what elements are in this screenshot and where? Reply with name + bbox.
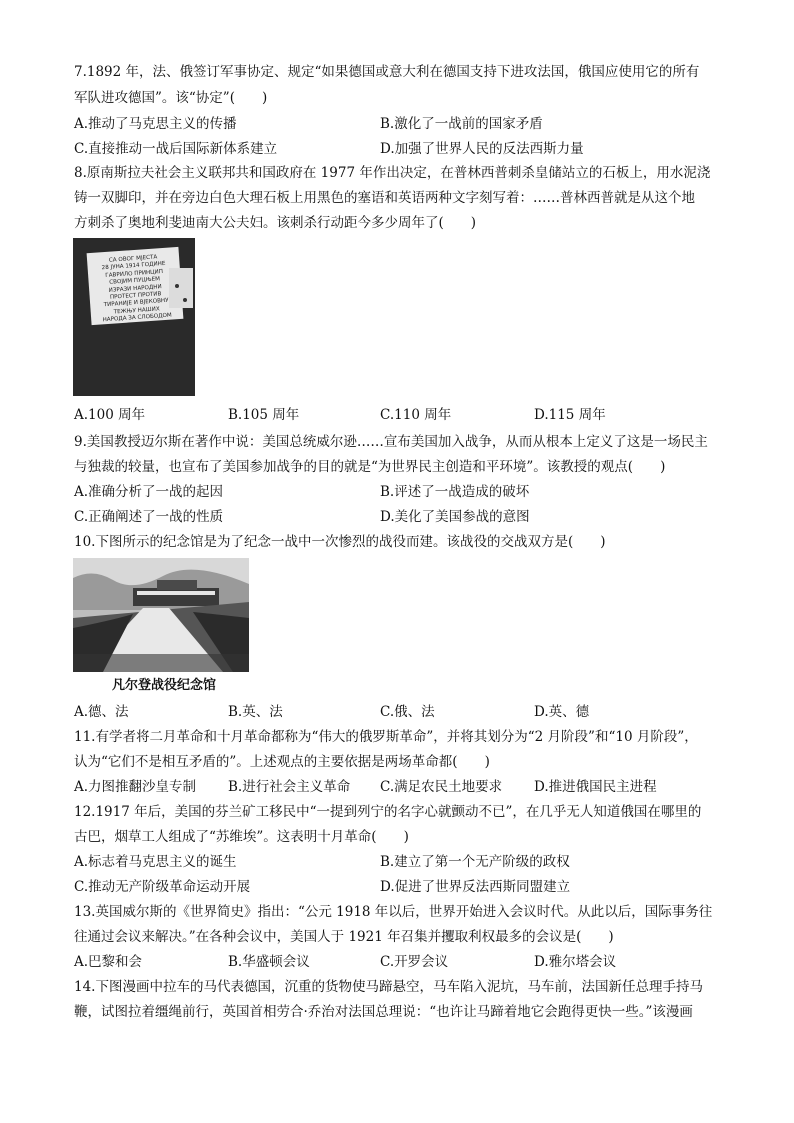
q12-option-d[interactable]: D.促进了世界反法西斯同盟建立: [380, 879, 571, 895]
q8-option-d[interactable]: D.115 周年: [534, 407, 606, 423]
photo-caption: 凡尔登战役纪念馆: [112, 678, 217, 693]
verdun-memorial-photo: [73, 558, 249, 672]
q8-option-b[interactable]: B.105 周年: [228, 407, 300, 423]
q13-option-c[interactable]: C.开罗会议: [380, 954, 449, 970]
q8-option-c[interactable]: C.110 周年: [380, 407, 452, 423]
q13-option-b[interactable]: B.华盛顿会议: [228, 954, 310, 970]
q9-option-a[interactable]: A.准确分析了一战的起因: [74, 484, 224, 500]
q10-option-b[interactable]: B.英、法: [228, 704, 283, 720]
q12-option-b[interactable]: B.建立了第一个无产阶级的政权: [380, 854, 570, 870]
plaque-bolt: [175, 284, 179, 288]
q7-stem-line-2: 军队进攻德国”。该“协定”( ): [74, 90, 268, 106]
q14-stem-line-1: 14.下图漫画中拉车的马代表德国，沉重的货物使马蹄悬空，马车陷入泥坑，马车前，法国新任总理手持马: [74, 979, 703, 995]
q7-option-a[interactable]: A.推动了马克思主义的传播: [74, 116, 237, 132]
q12-option-a[interactable]: A.标志着马克思主义的诞生: [74, 854, 237, 870]
plaque-text-line: СВОЈИМ ПУЦЊЕМ: [109, 276, 161, 286]
q12-stem-line-1: 12.1917 年后，美国的芬兰矿工移民中“一提到列宁的名字心就颤动不已”，在几乎无人知道俄国在哪里的: [74, 804, 702, 820]
plaque-text-line: СА ОВОГ МЈЕСТА: [108, 254, 158, 264]
plaque-text-line: ТИРАНИЈЕ И ВЈЕКОВНУ: [103, 298, 169, 309]
q14-stem-line-2: 鞭，试图拉着缰绳前行，英国首相劳合·乔治对法国总理说：“也许让马蹄着地它会跑得更快一些。”该漫画: [74, 1004, 693, 1020]
q8-stem-line-2: 铸一双脚印，并在旁边白色大理石板上用黑色的塞语和英语两种文字刻写着：……普林西普就是从这个地: [74, 190, 695, 206]
q9-option-b[interactable]: B.评述了一战造成的破坏: [380, 484, 530, 500]
q11-stem-line-2: 认为“它们不是相互矛盾的”。上述观点的主要依据是两场革命都( ): [74, 754, 490, 770]
q7-stem-line-1: 7.1892 年，法、俄签订军事协定、规定“如果德国或意大利在德国支持下进攻法国，俄国应使用它的所有: [74, 64, 700, 80]
q11-option-d[interactable]: D.推进俄国民主进程: [534, 779, 657, 795]
q9-stem-line-1: 9.美国教授迈尔斯在著作中说：美国总统威尔逊……宣布美国加入战争，从而从根本上定义了这是一场民主: [74, 434, 708, 450]
memorial-plaque-photo: [73, 238, 195, 396]
q12-stem-line-2: 古巴，烟草工人组成了“苏维埃”。这表明十月革命( ): [74, 829, 409, 845]
q12-option-c[interactable]: C.推动无产阶级革命运动开展: [74, 879, 251, 895]
q11-option-c[interactable]: C.满足农民土地要求: [380, 779, 503, 795]
plaque-text-line: ПРОТЕСТ ПРОТИВ: [109, 291, 162, 301]
plaque-text-line: ГАВРИЛО ПРИНЦИП: [105, 268, 164, 279]
q10-option-c[interactable]: C.俄、法: [380, 704, 435, 720]
plaque-side-panel: [169, 268, 193, 308]
q7-option-c[interactable]: C.直接推动一战后国际新体系建立: [74, 141, 278, 157]
plaque-text-line: 28 ЈУНА 1914 ГОДИНЕ: [101, 261, 166, 272]
q11-option-b[interactable]: B.进行社会主义革命: [228, 779, 351, 795]
q13-option-a[interactable]: A.巴黎和会: [74, 954, 143, 970]
plaque-text-line: ИЗРАЗИ НАРОДНИ: [108, 283, 162, 294]
q10-option-d[interactable]: D.英、德: [534, 704, 590, 720]
q7-option-d[interactable]: D.加强了世界人民的反法西斯力量: [380, 141, 584, 157]
q13-stem-line-1: 13.英国威尔斯的《世界简史》指出：“公元 1918 年以后，世界开始进入会议时代。从此以后，国际事务往: [74, 904, 713, 920]
plaque-text-line: НАРОДА ЗА СЛОБОДОМ: [102, 312, 173, 324]
q8-stem-line-1: 8.原南斯拉夫社会主义联邦共和国政府在 1977 年作出决定，在普林西普刺杀皇储站立的石板上，用水泥浇: [74, 165, 711, 181]
q10-option-a[interactable]: A.德、法: [74, 704, 129, 720]
q11-stem-line-1: 11.有学者将二月革命和十月革命都称为“伟大的俄罗斯革命”，并将其划分为“2 月阶段”和“10 月阶段”，: [74, 729, 698, 745]
q13-stem-line-2: 往通过会议来解决。”在各种会议中，美国人于 1921 年召集并攫取利权最多的会议是( ): [74, 929, 614, 945]
q9-option-c[interactable]: C.正确阐述了一战的性质: [74, 509, 224, 525]
plaque-bolt: [183, 298, 187, 302]
q9-stem-line-2: 与独裁的较量，也宣布了美国参加战争的目的就是“为世界民主创造和平环境”。该教授的观点( ): [74, 459, 666, 475]
q13-option-d[interactable]: D.雅尔塔会议: [534, 954, 617, 970]
q8-stem-line-3: 方刺杀了奥地利斐迪南大公夫妇。该刺杀行动距今多少周年了( ): [74, 215, 477, 231]
q11-option-a[interactable]: A.力图推翻沙皇专制: [74, 779, 197, 795]
q7-option-b[interactable]: B.激化了一战前的国家矛盾: [380, 116, 543, 132]
plaque-text-line: ТЕЖЊУ НАШИХ: [113, 306, 160, 316]
q10-stem-line-1: 10.下图所示的纪念馆是为了纪念一战中一次惨烈的战役而建。该战役的交战双方是( ): [74, 534, 606, 550]
q9-option-d[interactable]: D.美化了美国参战的意图: [380, 509, 530, 525]
q8-option-a[interactable]: A.100 周年: [74, 407, 146, 423]
